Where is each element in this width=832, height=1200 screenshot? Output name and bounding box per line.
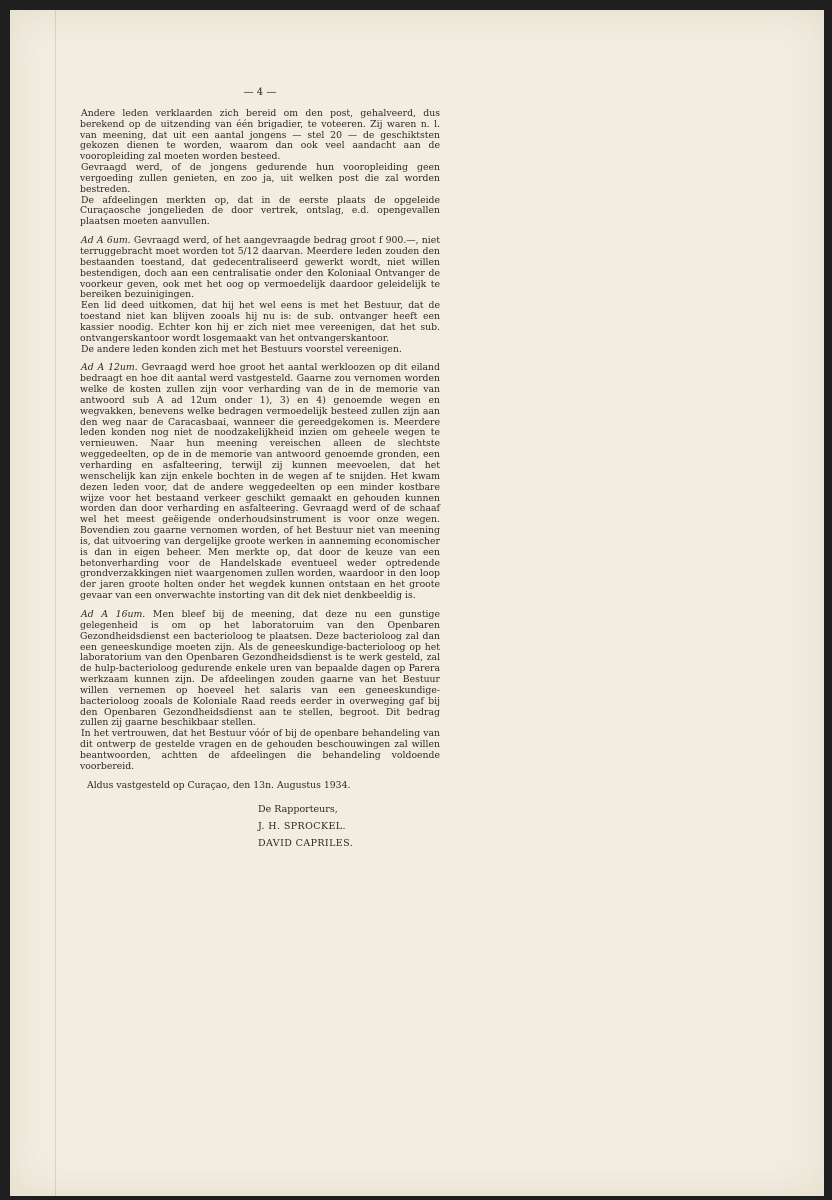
document-page xyxy=(10,10,824,1196)
paragraph-7-text: Gevraagd werd hoe groot het aantal werkloozen op dit eiland bedraagt en hoe dit aantal werd vastgesteld. Gaarne zou vernomen worden welke de kosten zullen zijn voor verharding van de in de memorie van antwoord sub A ad 12um onder 1), 3) en 4) genoemde wegen en wegvakken, benevens welke bedragen vermoedelijk besteed zullen zijn aan den weg naar de Caracasbaai, wanneer die gereedgekomen is. Meerdere leden konden nog niet de noodzakelijkheid inzien om geheele wegen te vernieuwen. Naar hun meening vereischen alleen de slechtste weggedeelten, op de in de memorie van antwoord genoemde gronden, een verharding en asfalteering, terwijl zij kunnen meevoelen, dat het wenschelijk kan zijn enkele bochten in de wegen af te snijden. Het kwam dezen leden voor, dat de andere weggedeelten op een minder kostbare wijze voor het bestaand verkeer geschikt gemaakt en gehouden kunnen worden dan door verharding en asfalteering. Gevraagd werd of de schaaf wel het meest geëigende onderhoudsinstrument is voor onze wegen. Bovendien zou gaarne vernomen worden, of het Bestuur niet van meening is, dat uitvoering van dergelijke groote werken in aanneming economischer is dan in eigen beheer. Men merkte op, dat door de keuze van een betonverharding voor de Handelskade eventueel weder optredende grondverzakkingen niet waargenomen zullen worden, waardoor in den loop der jaren groote holten onder het wegdek kunnen ontstaan en het groote gevaar van een onverwachte instorting van dit dek niet denkbeeldig is. xyxy=(80,362,440,602)
signatory-sprockel: J. H. SPROCKEL. xyxy=(258,820,346,832)
signatory-capriles: DAVID CAPRILES. xyxy=(258,837,354,849)
paragraph-8-text: Men bleef bij de meening, dat deze nu een gunstige gelegenheid is om op het laboratoruim van den Openbaren Gezondheidsdienst een bacterioloog te plaatsen. Deze bacterioloog zal dan een geneeskundige moeten zijn. Als de geneeskundige-bacterioloog op het laboratorium van den Openbaren Gezondheidsdienst is te werk gesteld, zal de hulp-bacterioloog gedurende enkele uren van bepaalde dagen op Parera werkzaam kunnen zijn. De afdeelingen zouden gaarne van het Bestuur willen vernemen op hoeveel het salaris van een geneeskundige-bacterioloog zooals de Koloniale Raad reeds eerder in overweging gaf bij den Openbaren Gezondheidsdienst aan te stellen, begroot. Dit bedrag zullen zij gaarne beschikbaar stellen. xyxy=(80,608,440,729)
paragraph-4-text: Gevraagd werd, of het aangevraagde bedrag groot f 900.—, niet terruggebracht moet worden tot 5/12 daarvan. Meerdere leden zouden den bestaanden toestand, dat gedecentraliseerd gewerkt wordt, niet willen bestendigen, doch aan een centralisatie onder den Koloniaal Ontvanger de voorkeur geven, ook met het oog op vermoedelijk daardoor geleidelijk te bereiken bezuinigingen. xyxy=(80,235,440,301)
paragraph-ad-a-12um xyxy=(80,363,440,602)
page-number: — 4 — xyxy=(243,87,277,98)
paragraph-6: De andere leden konden zich met het Bestuurs voorstel vereenigen. xyxy=(81,343,402,355)
paragraph-3: De afdeelingen merkten op, dat in de eerste plaats de opgeleide Curaçaosche jongelieden de door vertrek, ontslag, e.d. opengevallen plaatsen moeten aanvullen. xyxy=(80,194,440,228)
paragraph-ad-a-16um xyxy=(80,610,440,729)
paragraph-1: Andere leden verklaarden zich bereid om den post, gehalveerd, dus berekend op de uitzending van één brigadier, te voteeren. Zij waren n. l. van meening, dat uit een aantal jongens — stel 20 — de geschiktsten gekozen dienen te worden, waarom dan ook veel aandacht aan de vooropleiding zal moeten worden besteed. xyxy=(80,107,440,163)
signature-title: De Rapporteurs, xyxy=(258,803,338,815)
paragraph-9: In het vertrouwen, dat het Bestuur vóór of bij de openbare behandeling van dit ontwerp de gestelde vragen en de gehouden beschouwingen zal willen beantwoorden, achtten de afdeelingen die behandeling voldoende voorbereid. xyxy=(80,728,440,772)
section-heading-ad-a-6um: Ad A 6um. xyxy=(81,235,131,247)
signature-block xyxy=(258,801,440,852)
paragraph-2: Gevraagd werd, of de jongens gedurende hun vooropleiding geen vergoeding zullen genieten, en zoo ja, uit welken post die zal worden bestreden. xyxy=(80,162,440,195)
text-column xyxy=(80,88,440,852)
paragraph-ad-a-6um xyxy=(80,236,440,301)
closing-line: Aldus vastgesteld op Curaçao, den 13n. Augustus 1934. xyxy=(87,779,351,791)
paragraph-5: Een lid deed uitkomen, dat hij het wel eens is met het Bestuur, dat de toestand niet kan blijven zooals hij nu is: de sub. ontvanger heeft een kassier noodig. Echter kon hij er zich niet mee vereenigen, dat het sub. ontvangerskantoor wordt losgemaakt van het ontvangerskantoor. xyxy=(80,300,440,344)
section-heading-ad-a-16um: Ad A 16um. xyxy=(81,608,146,620)
section-heading-ad-a-12um: Ad A 12um. xyxy=(81,362,138,374)
page-fold-line xyxy=(55,10,56,1196)
